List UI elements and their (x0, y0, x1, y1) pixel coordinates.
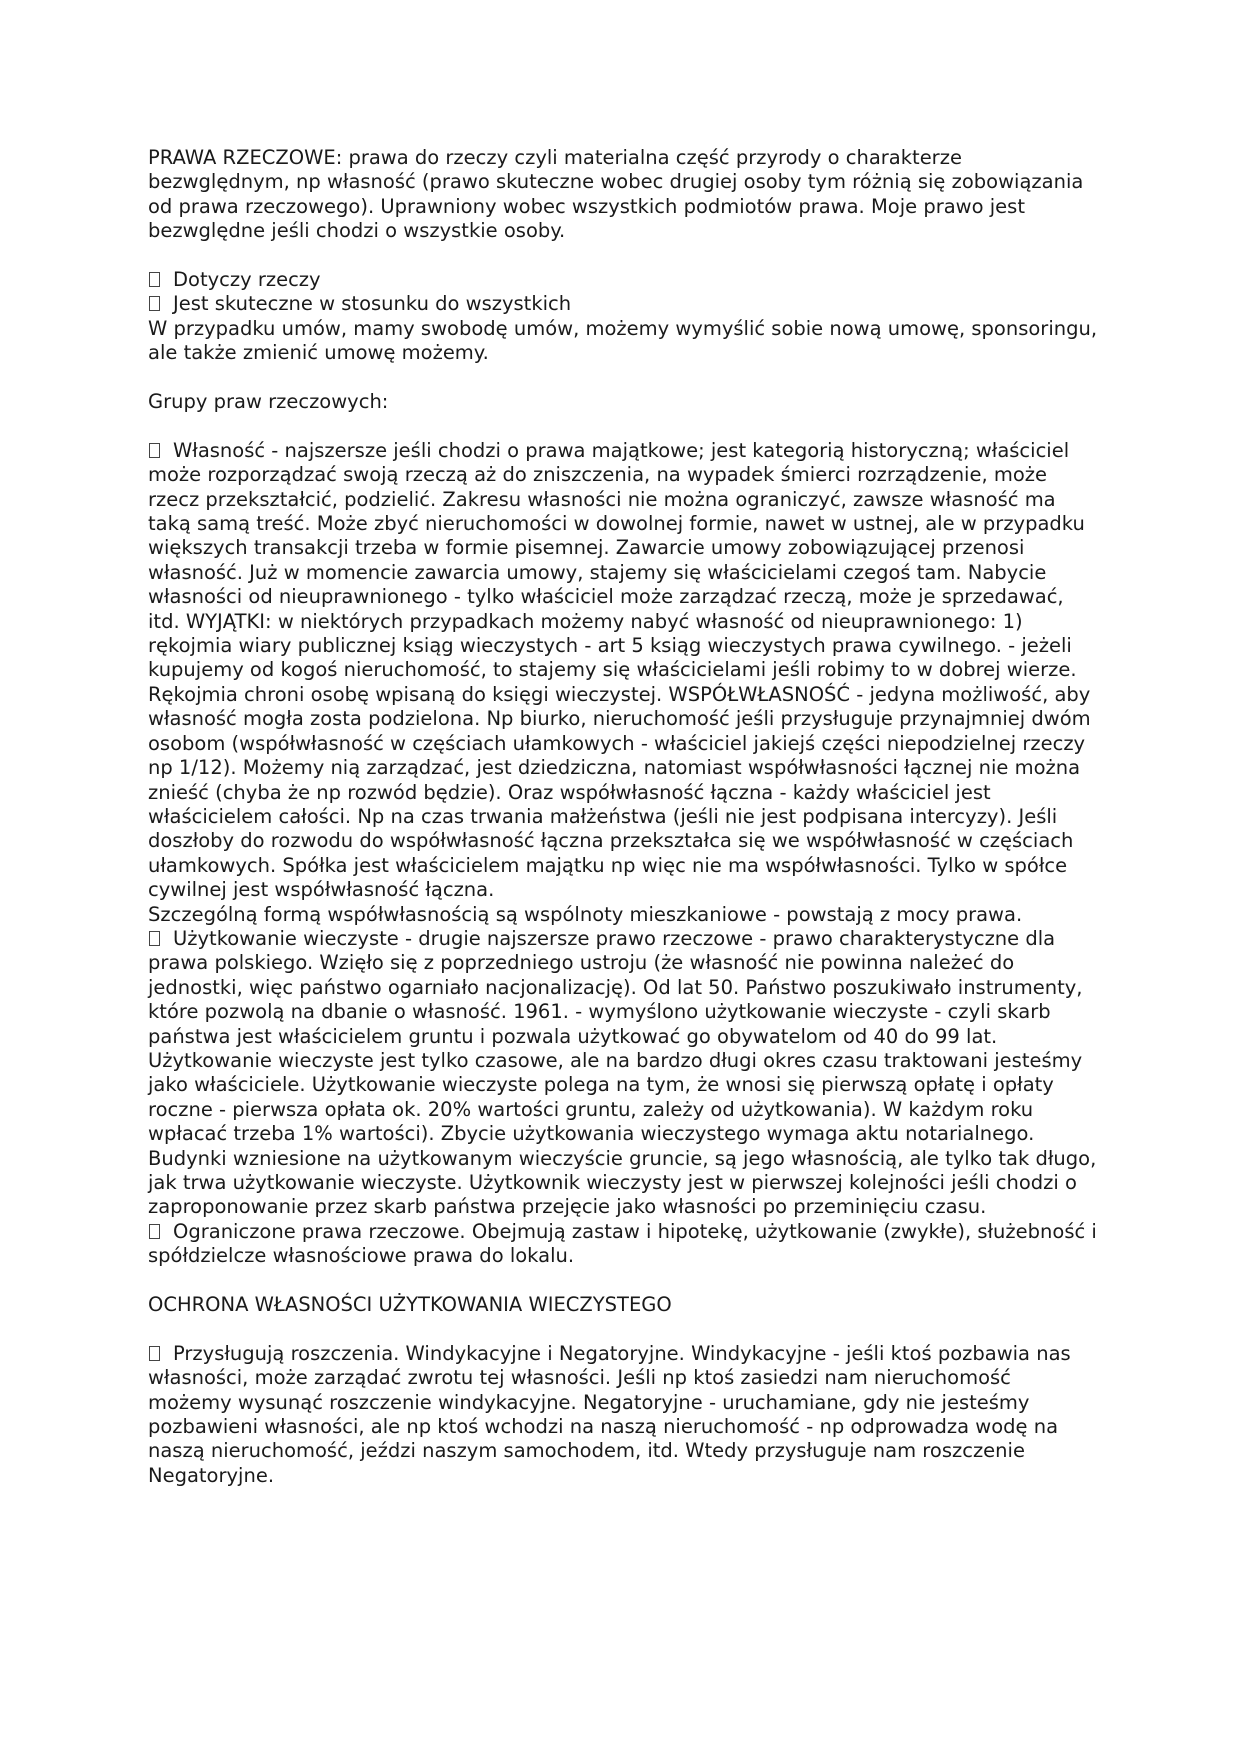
bullet-box-icon (149, 443, 160, 458)
bullet-text: Dotyczy rzeczy (173, 268, 321, 292)
spacer (148, 1317, 1098, 1341)
grupy-heading: Grupy praw rzeczowych: (148, 390, 389, 414)
ograniczone-text: Ograniczone prawa rzeczowe. Obejmują zastaw i hipotekę, użytkowanie (zwykłe), służebność i spółdzielcze własnościowe prawa do lokalu. (148, 1219, 1097, 1268)
intro-paragraph: PRAWA RZECZOWE: prawa do rzeczy czyli materialna część przyrody o charakterze bezwględnym, np własność (prawo skuteczne wobec drugiej osoby tym różnią się zobowiązania od prawa rzeczowego). Uprawniony wobec wszystkich podmiotów prawa. Moje prawo jest bezwględne jeśli chodzi o wszystkie osoby. (148, 146, 1084, 243)
roszczenia-paragraph (148, 1342, 1098, 1488)
document-page (148, 146, 1098, 1488)
umowy-paragraph: W przypadku umów, mamy swobodę umów, możemy wymyślić sobie nową umowę, sponsoringu, ale także zmienić umowę możemy. (148, 316, 1098, 365)
bullet-box-icon (149, 296, 160, 311)
wlasnosc-text: Własność - najszersze jeśli chodzi o prawa majątkowe; jest kategorią historyczną; właściciel może rozporządzać swoją rzeczą aż do zniszczenia, na wypadek śmierci rozrządzenie, może rzecz przekształcić, podzielić. Zakresu własności nie można ograniczyć, zawsze własność ma taką samą treść. Może zbyć nieruchomości w dowolnej formie, nawet w ustnej, ale w przypadku większych transakcji trzeba w formie pisemnej. Zawarcie umowy zobowiązującej przenosi własność. Już w momencie zawarcia umowy, stajemy się właścicielami czegoś tam. Nabycie własności od nieuprawnionego - tylko właściciel może zarządzać rzeczą, może je sprzedawać, itd. WYJĄTKI: w niektórych przypadkach możemy nabyć własność od nieuprawnionego: 1) rękojmia wiary publicznej ksiąg wieczystych - art 5 ksiąg wieczystych prawa cywilnego. - jeżeli kupujemy od kogoś nieruchomość, to stajemy się właścicielami jeśli robimy to w dobrej wierze. Rękojmia chroni osobę wpisaną do księgi wieczystej. WSPÓŁWŁASNOŚĆ - jedyna możliwość, aby własność mogła zosta podzielona. Np biurko, nieruchomość jeśli przysługuje przynajmniej dwóm osobom (współwłasność w częściach ułamkowych - właściciel jakiejś części niepodzielnej rzeczy np 1/12). Możemy nią zarządzać, jest dziedziczna, natomiast współwłasności łącznej nie można znieść (chyba że np rozwód będzie). Oraz współwłasność łączna - każdy właściciel jest właścicielem całości. Np na czas trwania małżeństwa (jeśli nie jest podpisana intercyzy). Jeśli doszłoby do rozwodu do współwłasność łączna przekształca się we współwłasność w częściach ułamkowych. Spółka jest właścicielem majątku np więc nie ma współwłasności. Tylko w spółce cywilnej jest współwłasność łączna. (148, 438, 1091, 902)
uzytkowanie-text: Użytkowanie wieczyste - drugie najszersze prawo rzeczowe - prawo charakterystyczne dla prawa polskiego. Wzięło się z poprzedniego ustroju (że własność nie powinna należeć do jednostki, więc państwo ogarniało nacjonalizację). Od lat 50. Państwo poszukiwało instrumenty, które pozwolą na dbanie o własność. 1961. - wymyślono użytkowanie wieczyste - czyli skarb państwa jest właścicielem gruntu i pozwala użytkować go obywatelom od 40 do 99 lat. Użytkowanie wieczyste jest tylko czasowe, ale na bardzo długi okres czasu traktowani jesteśmy jako właściciele. Użytkowanie wieczyste polega na tym, że wnosi się pierwszą opłatę i opłaty roczne - pierwsza opłata ok. 20% wartości gruntu, zależy od użytkowania). W każdym roku wpłacać trzeba 1% wartości). Zbycie użytkowania wieczystego wymaga aktu notarialnego. Budynki wzniesione na użytkowanym wieczyście gruncie, są jego własnością, ale tylko tak długo, jak trwa użytkowanie wieczyste. Użytkownik wieczysty jest w pierwszej kolejności jeśli chodzi o zaproponowanie przez skarb państwa przejęcie jako własności po przeminięciu czasu. (148, 926, 1097, 1219)
ochrona-heading: OCHRONA WŁASNOŚCI UŻYTKOWANIA WIECZYSTEGO (148, 1293, 672, 1317)
spacer (148, 414, 1098, 438)
bullet-item (148, 292, 1098, 316)
roszczenia-text: Przysługują roszczenia. Windykacyjne i Negatoryjne. Windykacyjne - jeśli ktoś pozbawia nas własności, może zarządać zwrotu tej własności. Jeśli np ktoś zasiedzi nam nieruchomość możemy wysunąć roszczenie windykacyjne. Negatoryjne - uruchamiane, gdy nie jesteśmy pozbawieni własności, ale np ktoś wchodzi na naszą nieruchomość - np odprowadza wodę na naszą nieruchomość, jeździ naszym samochodem, itd. Wtedy przysługuje nam roszczenie Negatoryjne. (148, 1341, 1071, 1487)
bullet-box-icon (149, 931, 160, 946)
wlasnosc-paragraph (148, 439, 1098, 903)
ograniczone-paragraph (148, 1220, 1098, 1269)
spacer (148, 244, 1098, 268)
spacer (148, 1269, 1098, 1293)
wspolnoty-paragraph: Szczególną formą współwłasnością są wspólnoty mieszkaniowe - powstają z mocy prawa. (148, 902, 1023, 926)
bullet-box-icon (149, 1224, 160, 1239)
uzytkowanie-paragraph (148, 927, 1098, 1220)
bullet-text: Jest skuteczne w stosunku do wszystkich (173, 292, 572, 316)
bullet-box-icon (149, 1346, 160, 1361)
spacer (148, 366, 1098, 390)
bullet-item (148, 268, 1098, 292)
bullet-box-icon (149, 272, 160, 287)
